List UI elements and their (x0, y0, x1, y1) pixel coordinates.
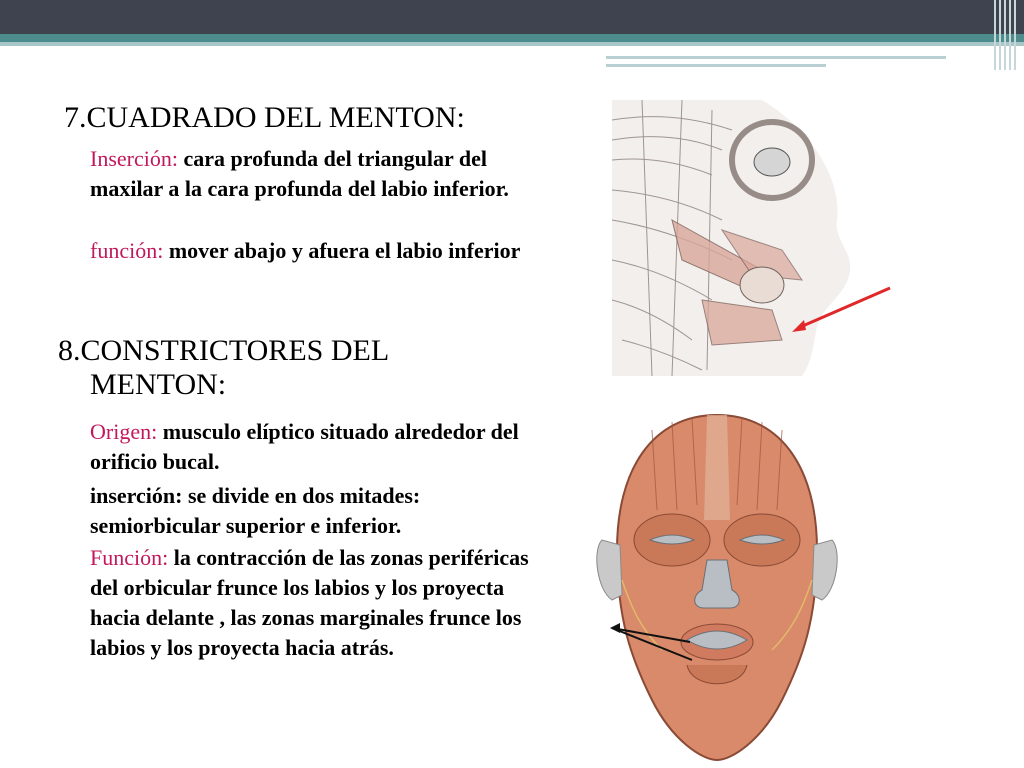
section8-title-line1: 8.CONSTRICTORES DEL (58, 334, 390, 367)
section8-insercion (90, 481, 540, 541)
section7-insercion (90, 144, 530, 204)
section7-title: 7.CUADRADO DEL MENTON: (64, 101, 465, 134)
section8-funcion-label: Función: (90, 545, 169, 570)
header-accent-band (0, 34, 1024, 42)
header-accent-thin (0, 42, 1024, 46)
section8-funcion (90, 543, 550, 663)
section8-title (58, 334, 389, 402)
section8-insercion-text: inserción: se divide en dos mitades: semiorbicular superior e inferior. (90, 483, 421, 538)
origen-text: musculo elíptico situado alrededor del orificio bucal. (90, 419, 519, 474)
facial-muscles-front-illustration (592, 410, 842, 762)
insercion-text: cara profunda del triangular del maxilar a la cara profunda del labio inferior. (90, 146, 509, 201)
section8-origen (90, 417, 540, 477)
section8-title-line2: MENTON: (90, 368, 227, 401)
header-deco-line (606, 56, 946, 59)
origen-label: Origen: (90, 419, 158, 444)
header-deco-stripes (994, 0, 1016, 70)
header-deco-line (606, 64, 826, 67)
funcion-text: mover abajo y afuera el labio inferior (168, 238, 521, 263)
chin-muscle-profile-illustration (612, 100, 908, 376)
header-bar (0, 0, 1024, 34)
funcion-label: función: (90, 238, 164, 263)
section8-funcion-text: la contracción de las zonas periféricas del orbicular frunce los labios y los proyecta hacia delante , las zonas marginales frunce los labios y los proyecta hacia atrás. (90, 545, 529, 660)
insercion-label: Inserción: (90, 146, 178, 171)
section7-funcion (90, 236, 530, 266)
